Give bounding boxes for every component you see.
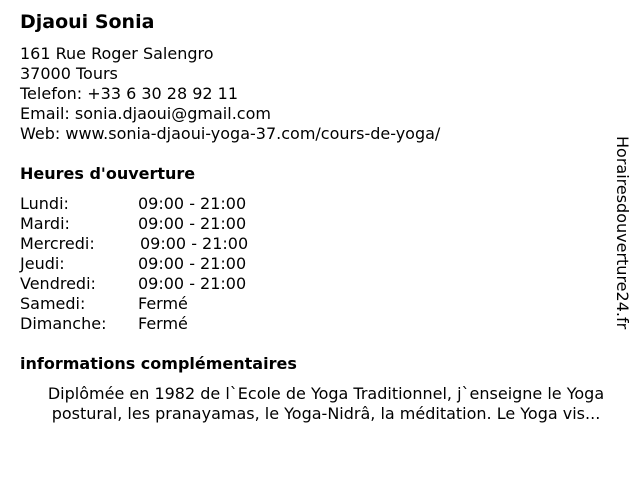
additional-info-title: informations complémentaires	[20, 354, 297, 373]
day-label: Mercredi:	[20, 234, 95, 253]
day-hours: 09:00 - 21:00	[138, 254, 247, 273]
opening-hours-title: Heures d'ouverture	[20, 164, 196, 183]
day-label: Samedi:	[20, 294, 86, 313]
business-name: Djaoui Sonia	[20, 11, 155, 33]
day-hours: 09:00 - 21:00	[138, 214, 247, 233]
description-line: Diplômée en 1982 de l`Ecole de Yoga Traditionnel, j`enseigne le Yoga	[47, 384, 605, 403]
day-label: Vendredi:	[20, 274, 96, 293]
day-label: Jeudi:	[20, 254, 65, 273]
address-street: 161 Rue Roger Salengro	[20, 44, 214, 63]
site-watermark: Horairesdouverture24.fr	[613, 136, 632, 330]
website-address: Web: www.sonia-djaoui-yoga-37.com/cours-de-yoga/	[20, 124, 441, 143]
day-hours: Fermé	[138, 294, 188, 313]
email-address: Email: sonia.djaoui@gmail.com	[20, 104, 271, 123]
description-text	[20, 384, 632, 424]
day-hours: 09:00 - 21:00	[140, 234, 249, 253]
phone-number: Telefon: +33 6 30 28 92 11	[20, 84, 239, 103]
day-label: Lundi:	[20, 194, 69, 213]
day-hours: 09:00 - 21:00	[138, 194, 247, 213]
day-hours: Fermé	[138, 314, 188, 333]
day-label: Mardi:	[20, 214, 70, 233]
address-city: 37000 Tours	[20, 64, 118, 83]
day-label: Dimanche:	[20, 314, 107, 333]
day-hours: 09:00 - 21:00	[138, 274, 247, 293]
description-line: postural, les pranayamas, le Yoga-Nidrâ, la méditation. Le Yoga vis...	[51, 404, 601, 423]
contact-block	[20, 44, 440, 144]
